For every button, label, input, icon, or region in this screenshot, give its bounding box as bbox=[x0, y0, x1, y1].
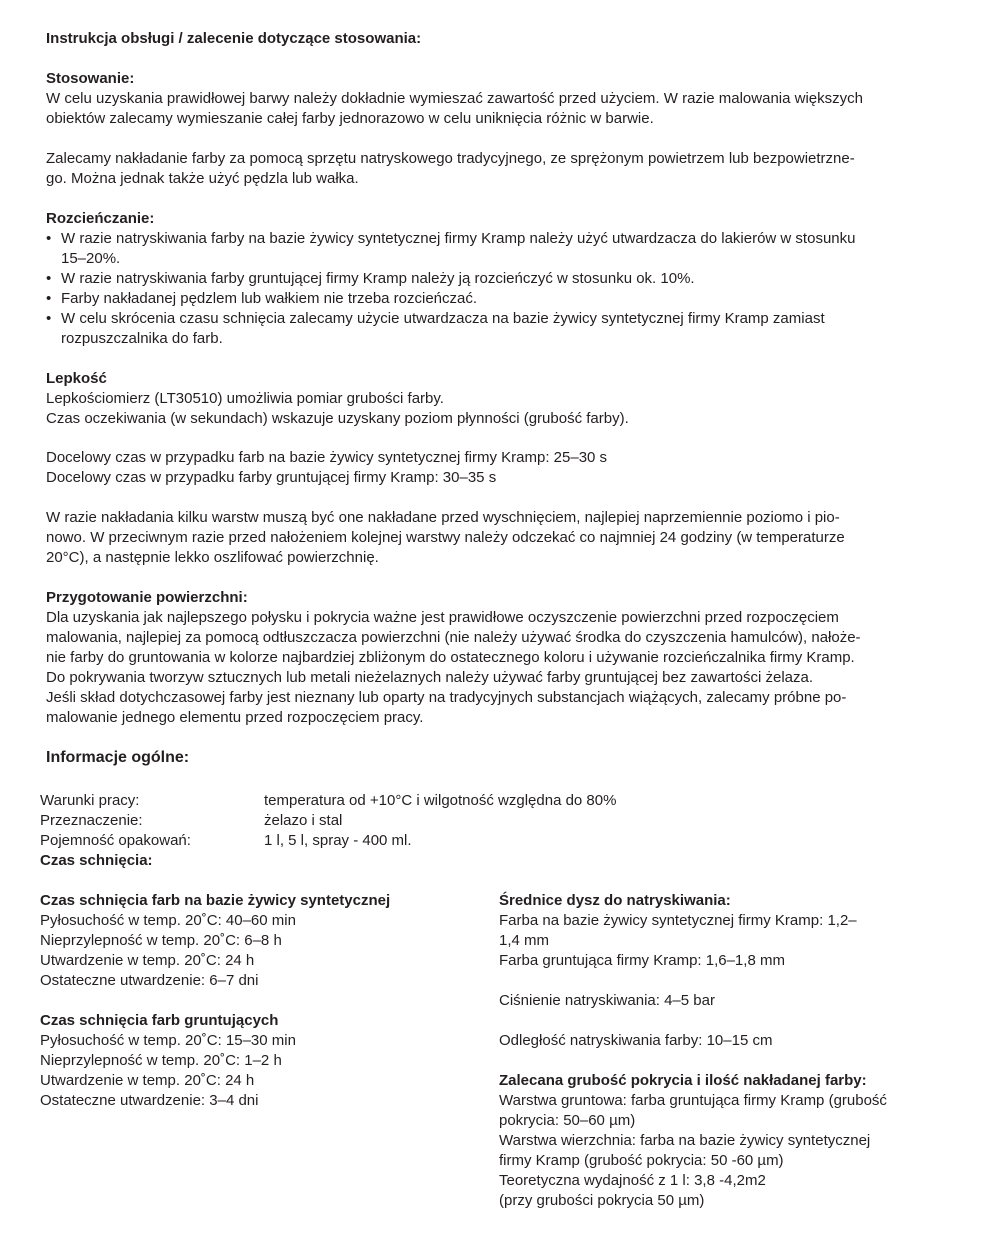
syntetyczne-heading: Czas schnięcia farb na bazie żywicy syntetycznej bbox=[40, 892, 391, 909]
spec-label: Przeznaczenie: bbox=[40, 812, 143, 829]
lepkosc-line: Lepkościomierz (LT30510) umożliwia pomiar grubości farby. bbox=[46, 390, 444, 407]
spec-label: Warunki pracy: bbox=[40, 792, 140, 809]
dysze-line: Farba na bazie żywicy syntetycznej firmy Kramp: 1,2– bbox=[499, 912, 857, 929]
list-item bbox=[46, 269, 951, 289]
spacer bbox=[40, 991, 490, 1011]
spec-value: 1 l, 5 l, spray - 400 ml. bbox=[264, 832, 412, 849]
list-item-text: rozpuszczalnika do farb. bbox=[61, 330, 223, 347]
list-item-text: • W celu skrócenia czasu schnięcia zalecamy użycie utwardzacza na bazie żywicy syntetycznej firmy Kramp zamiast bbox=[61, 310, 825, 327]
section-przygotowanie bbox=[46, 588, 951, 728]
grubosc-line: Warstwa gruntowa: farba gruntująca firmy Kramp (grubość bbox=[499, 1092, 887, 1109]
list-item-text: • W razie natryskiwania farby na bazie żywicy syntetycznej firmy Kramp należy użyć utwardzacza do lakierów w stosunku bbox=[61, 230, 856, 247]
przygotowanie-line: nie farby do gruntowania w kolorze najbardziej zbliżonym do ostatecznego koloru i używanie rozcieńczalnika firmy Kramp. bbox=[46, 649, 855, 666]
stosowanie-p1-line: obiektów zalecamy wymieszanie całej farby jednorazowo w celu uniknięcia różnic w barwie. bbox=[46, 110, 654, 127]
odleglosc-line: Odległość natryskiwania farby: 10–15 cm bbox=[499, 1032, 773, 1049]
spec-label: Pojemność opakowań: bbox=[40, 832, 191, 849]
title-text: Instrukcja obsługi / zalecenie dotyczące stosowania: bbox=[46, 30, 422, 47]
list-item bbox=[46, 309, 951, 349]
informacje-heading: Informacje ogólne: bbox=[46, 749, 190, 766]
drying-line: Utwardzenie w temp. 20˚C: 24 h bbox=[40, 952, 255, 969]
dysze-line: Farba gruntująca firmy Kramp: 1,6–1,8 mm bbox=[499, 952, 785, 969]
stosowanie-p1-line: W celu uzyskania prawidłowej barwy należy dokładnie wymieszać zawartość przed użyciem. W razie malowania większych bbox=[46, 90, 863, 107]
list-item bbox=[46, 289, 951, 309]
list-item-text: • W razie natryskiwania farby gruntującej firmy Kramp należy ją rozcieńczyć w stosunku ok. 10%. bbox=[61, 270, 695, 287]
drying-line: Pyłosuchość w temp. 20˚C: 15–30 min bbox=[40, 1032, 296, 1049]
spacer bbox=[499, 971, 959, 991]
stosowanie-p2-line: Zalecamy nakładanie farby za pomocą sprzętu natryskowego tradycyjnego, ze sprężonym powietrzem lub bezpowietrzne- bbox=[46, 150, 855, 167]
grubosc-line: Teoretyczna wydajność z 1 l: 3,8 -4,2m2 bbox=[499, 1172, 766, 1189]
right-column bbox=[499, 891, 959, 1211]
lepkosc-line: Czas oczekiwania (w sekundach) wskazuje uzyskany poziom płynności (grubość farby). bbox=[46, 410, 629, 427]
list-item-text: • Farby nakładanej pędzlem lub wałkiem nie trzeba rozcieńczać. bbox=[61, 290, 478, 307]
rozcienczanie-heading: Rozcieńczanie: bbox=[46, 210, 155, 227]
section-lepkosc bbox=[46, 369, 951, 429]
drying-line: Pyłosuchość w temp. 20˚C: 40–60 min bbox=[40, 912, 296, 929]
lepkosc-heading: Lepkość bbox=[46, 370, 107, 387]
document-title bbox=[46, 29, 951, 49]
grubosc-line: Warstwa wierzchnia: farba na bazie żywicy syntetycznej bbox=[499, 1132, 871, 1149]
lepkosc-layers bbox=[46, 508, 951, 568]
section-rozcienczanie bbox=[46, 209, 951, 349]
drying-line: Nieprzylepność w temp. 20˚C: 1–2 h bbox=[40, 1052, 282, 1069]
dysze-heading: Średnice dysz do natryskiwania: bbox=[499, 892, 731, 909]
stosowanie-p2-line: go. Można jednak także użyć pędzla lub wałka. bbox=[46, 170, 359, 187]
lepkosc-line: Docelowy czas w przypadku farb na bazie żywicy syntetycznej firmy Kramp: 25–30 s bbox=[46, 449, 608, 466]
list-item bbox=[46, 229, 951, 269]
przygotowanie-line: Do pokrywania tworzyw sztucznych lub metali nieżelaznych należy używać farby gruntującej bez zawartości żelaza. bbox=[46, 669, 814, 686]
left-column bbox=[40, 891, 490, 1111]
gruntujace-heading: Czas schnięcia farb gruntujących bbox=[40, 1012, 279, 1029]
drying-line: Utwardzenie w temp. 20˚C: 24 h bbox=[40, 1072, 255, 1089]
list-item-text: 15–20%. bbox=[61, 250, 121, 267]
grubosc-line: firmy Kramp (grubość pokrycia: 50 -60 µm) bbox=[499, 1152, 784, 1169]
przygotowanie-line: Dla uzyskania jak najlepszego połysku i pokrycia ważne jest prawidłowe oczyszczenie powierzchni przed rozpoczęciem bbox=[46, 609, 839, 626]
spec-value: temperatura od +10°C i wilgotność względna do 80% bbox=[264, 792, 617, 809]
lepkosc-targets bbox=[46, 448, 951, 488]
lepkosc-line: 20°C), a następnie lekko oszlifować powierzchnię. bbox=[46, 549, 379, 566]
dysze-line: 1,4 mm bbox=[499, 932, 550, 949]
rozcienczanie-list bbox=[46, 229, 951, 349]
section-stosowanie bbox=[46, 69, 951, 129]
lepkosc-line: W razie nakładania kilku warstw muszą być one nakładane przed wyschnięciem, najlepiej naprzemiennie poziomo i pio- bbox=[46, 509, 840, 526]
spec-value: żelazo i stal bbox=[264, 812, 343, 829]
przygotowanie-line: Jeśli skład dotychczasowej farby jest nieznany lub oparty na tradycyjnych substancjach wiążących, zalecamy próbne po- bbox=[46, 689, 847, 706]
lepkosc-line: nowo. W przeciwnym razie przed nałożeniem kolejnej warstwy należy odczekać co najmniej 24 godziny (w temperaturze bbox=[46, 529, 845, 546]
drying-line: Ostateczne utwardzenie: 3–4 dni bbox=[40, 1092, 259, 1109]
spacer bbox=[499, 1051, 959, 1071]
czas-schniecia-text: Czas schnięcia: bbox=[40, 852, 153, 869]
przygotowanie-heading: Przygotowanie powierzchni: bbox=[46, 589, 248, 606]
grubosc-line: pokrycia: 50–60 µm) bbox=[499, 1112, 636, 1129]
przygotowanie-line: malowanie jednego elementu przed rozpoczęciem pracy. bbox=[46, 709, 424, 726]
lepkosc-line: Docelowy czas w przypadku farby gruntującej firmy Kramp: 30–35 s bbox=[46, 469, 497, 486]
drying-line: Ostateczne utwardzenie: 6–7 dni bbox=[40, 972, 259, 989]
stosowanie-heading: Stosowanie: bbox=[46, 70, 135, 87]
grubosc-heading: Zalecana grubość pokrycia i ilość nakładanej farby: bbox=[499, 1072, 867, 1089]
przygotowanie-line: malowania, najlepiej za pomocą odtłuszczacza powierzchni (nie należy używać środka do czyszczenia hamulców), nałoże- bbox=[46, 629, 861, 646]
stosowanie-p2 bbox=[46, 149, 951, 189]
section-informacje bbox=[46, 748, 951, 768]
cisnienie-line: Ciśnienie natryskiwania: 4–5 bar bbox=[499, 992, 715, 1009]
spacer bbox=[499, 1011, 959, 1031]
drying-line: Nieprzylepność w temp. 20˚C: 6–8 h bbox=[40, 932, 282, 949]
grubosc-line: (przy grubości pokrycia 50 µm) bbox=[499, 1192, 705, 1209]
czas-schniecia-heading bbox=[40, 851, 153, 871]
